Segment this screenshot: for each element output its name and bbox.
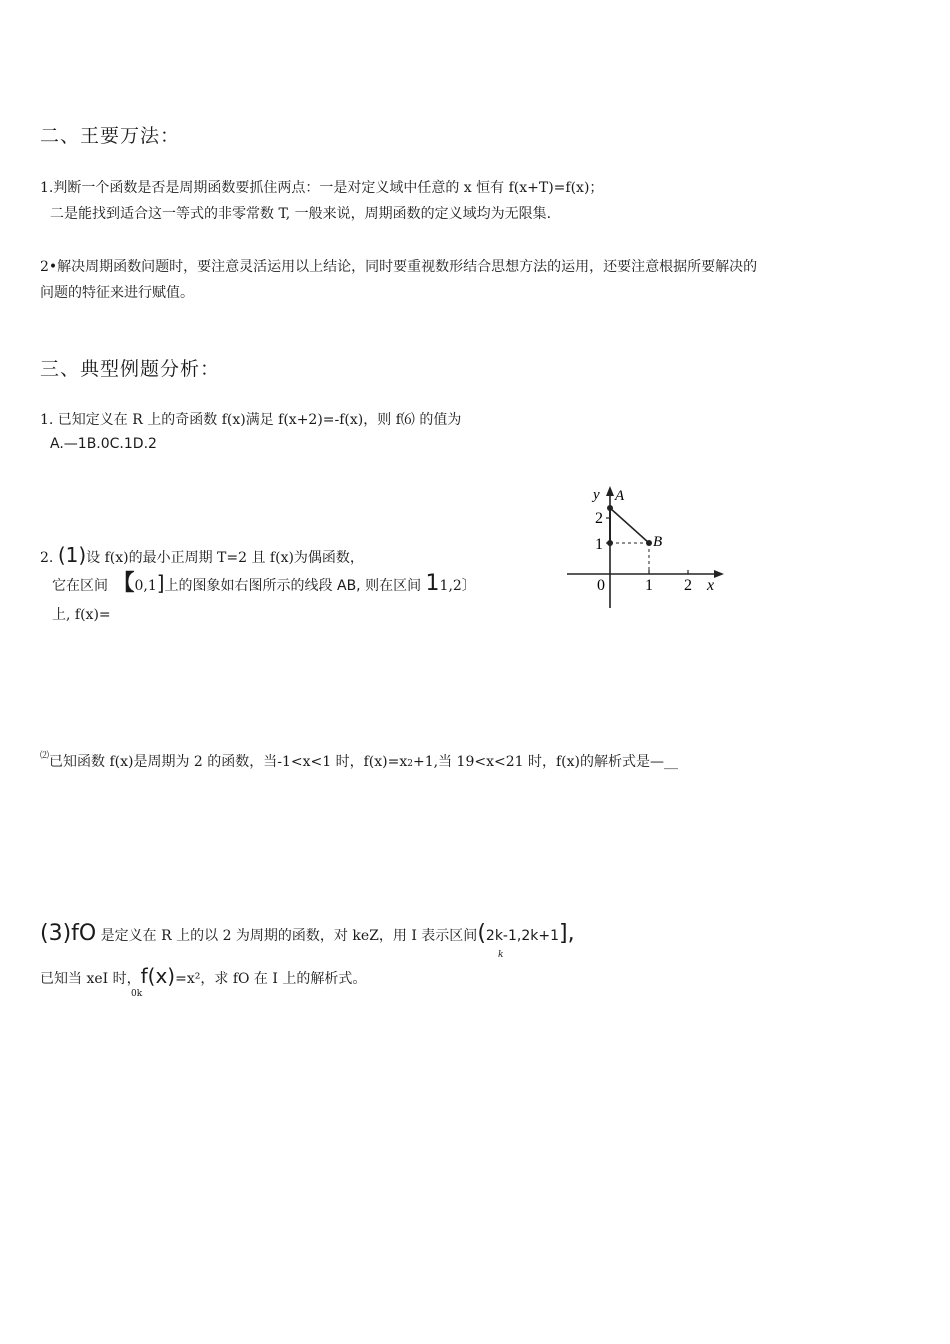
q2-3-line2-b: =x²，求 fO 在 I 上的解析式。 bbox=[175, 971, 367, 987]
tick-x-2: 2 bbox=[684, 577, 692, 594]
method-1-line-2: 二是能找到适合这一等式的非零常数 T, 一般来说，周期函数的定义域均为无限集. bbox=[50, 206, 552, 222]
segment-ab bbox=[610, 508, 649, 543]
tick-origin: 0 bbox=[597, 577, 605, 594]
q2-1-bracket-one: 1 bbox=[425, 571, 440, 596]
q2-3-subscript-0k: 0k bbox=[131, 989, 143, 999]
q2-3-close: ], bbox=[558, 921, 575, 946]
point-a bbox=[607, 505, 613, 511]
q2-3-subscript-k: k bbox=[498, 950, 504, 960]
question-1-options: A.—1B.0C.1D.2 bbox=[50, 436, 157, 452]
q2-1-text-a: 它在区间 bbox=[52, 578, 113, 594]
y-axis-label: y bbox=[593, 487, 600, 503]
method-2-line-2: 问题的特征来进行赋值。 bbox=[40, 285, 194, 301]
q2-1-text-d: 上的图象如右图所示的线段 AB, 则在区间 bbox=[164, 578, 426, 594]
question-1-stem: 1. 已知定义在 R 上的奇函数 f(x)满足 f(x+2)=-f(x)，则 f⑹ 的值为 bbox=[40, 412, 462, 428]
q2-1-interval-1-2: 1,2 bbox=[439, 578, 462, 594]
q2-1-close-bracket: 〕 bbox=[461, 578, 476, 594]
question-2-2-line bbox=[40, 752, 678, 774]
question-2-1-line-2 bbox=[52, 573, 476, 596]
method-1-line-1: 1.判断一个函数是否是周期函数要抓住两点：一是对定义域中任意的 x 恒有 f(x+T)=f(x)； bbox=[40, 180, 604, 196]
q2-3-line2-x: (x) bbox=[147, 964, 176, 988]
question-2-number: 2. bbox=[40, 550, 58, 566]
x-axis-arrow-icon bbox=[714, 570, 724, 578]
question-2-1-line-3: 上, f(x)= bbox=[52, 607, 111, 623]
question-2-1-text: 设 f(x)的最小正周期 T=2 且 f(x)为偶函数， bbox=[86, 550, 364, 566]
tick-y-1: 1 bbox=[595, 536, 603, 553]
question-2-3-line-2 bbox=[40, 966, 366, 989]
point-y1 bbox=[607, 540, 613, 546]
q2-3-line2-a: 已知当 xeI 时， bbox=[40, 971, 141, 987]
x-axis-label: x bbox=[707, 577, 715, 594]
q2-2-text-b: +1,当 19<x<21 时，f(x)的解析式是—__ bbox=[413, 754, 678, 770]
point-b-label: B bbox=[653, 534, 663, 550]
q2-3-line2-f: f bbox=[140, 964, 148, 988]
segment-ab-graph bbox=[562, 482, 732, 612]
point-a-label: A bbox=[615, 488, 625, 504]
q2-2-text-a: 已知函数 f(x)是周期为 2 的函数，当-1<x<1 时，f(x)=x bbox=[49, 754, 408, 770]
y-axis-arrow-icon bbox=[606, 486, 614, 496]
q2-2-subscript: 2 bbox=[407, 759, 413, 769]
q2-3-interval: 2k-1,2k+1 bbox=[485, 928, 559, 944]
question-2-sub-1-marker: (1) bbox=[57, 543, 87, 567]
q2-3-text-a: 是定义在 R 上的以 2 为周期的函数，对 keZ，用 I 表示区间 bbox=[96, 928, 478, 944]
question-2-3-line-1 bbox=[40, 921, 575, 946]
q2-2-marker: ⑵ bbox=[40, 751, 50, 761]
q2-3-open-paren: ( bbox=[477, 921, 486, 946]
tick-y-2: 2 bbox=[595, 510, 603, 527]
section-2-heading: 二、王要万法： bbox=[40, 125, 181, 147]
question-2-1-line-1 bbox=[40, 545, 364, 568]
tick-x-1: 1 bbox=[645, 577, 653, 594]
point-b bbox=[646, 540, 652, 546]
method-2-line-1: 2•解决周期函数问题时，要注意灵活运用以上结论，同时要重视数形结合思想方法的运用，还要注意根据所要解决的 bbox=[40, 259, 758, 275]
section-3-heading: 三、典型例题分析： bbox=[40, 358, 221, 380]
q2-1-right-bracket: ] bbox=[156, 571, 165, 595]
q2-3-head: (3)fO bbox=[40, 921, 97, 946]
q2-1-left-bracket: 【 bbox=[112, 571, 135, 596]
q2-1-interval-0-1: 0,1 bbox=[134, 578, 157, 594]
